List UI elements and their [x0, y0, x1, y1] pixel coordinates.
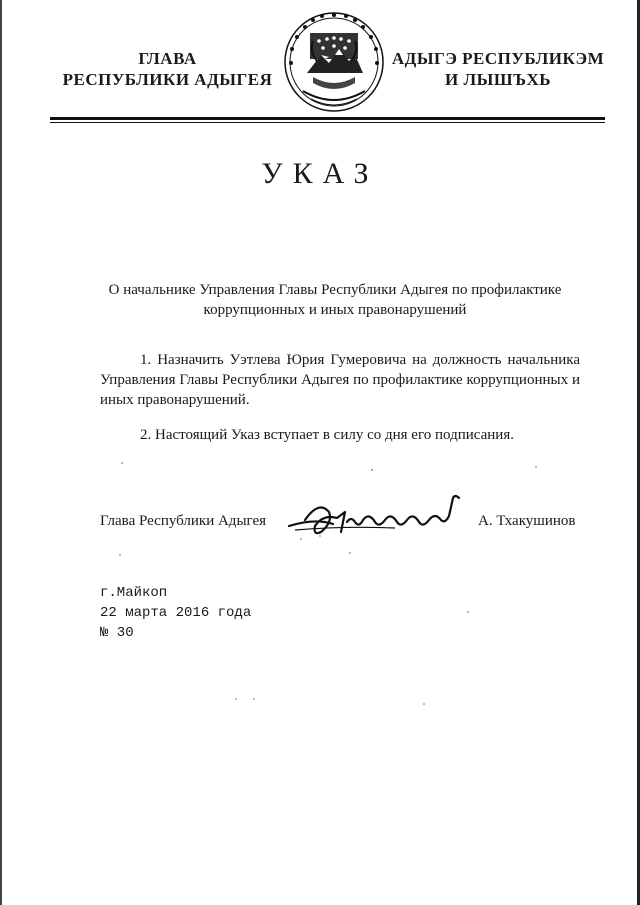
header-left-line1: ГЛАВА	[138, 49, 197, 68]
signatory-role: Глава Республики Адыгея	[100, 513, 267, 529]
coat-of-arms-emblem	[283, 11, 385, 113]
signatory-name: А. Тхакушинов	[478, 513, 576, 529]
paragraph-1: 1. Назначить Уэтлева Юрия Гумеровича на должность начальника Управления Главы Республики Адыгея по профилактике коррупционных и иных правонарушений.	[100, 352, 580, 408]
header-right-line2: И ЛЫШЪХЬ	[444, 70, 552, 89]
decree-subject: О начальнике Управления Главы Республики Адыгея по профилактике коррупционных и иных правонарушений	[108, 282, 562, 318]
decree-number: № 30	[100, 625, 134, 641]
header-right-line1: АДЫГЭ РЕСПУБЛИКЭМ	[391, 49, 605, 68]
header-right	[388, 48, 608, 90]
document-title: УКАЗ	[261, 157, 379, 190]
header-left	[50, 48, 285, 90]
header-left-line2: РЕСПУБЛИКИ АДЫГЕЯ	[62, 70, 273, 89]
page-edge-left	[0, 0, 2, 905]
issue-city: г.Майкоп	[100, 585, 168, 601]
issue-date: 22 марта 2016 года	[100, 605, 252, 621]
header-rule-thick	[50, 117, 605, 120]
header-rule-thin	[50, 122, 605, 123]
paragraph-2: 2. Настоящий Указ вступает в силу со дня его подписания.	[140, 427, 514, 443]
handwritten-signature	[285, 492, 465, 542]
